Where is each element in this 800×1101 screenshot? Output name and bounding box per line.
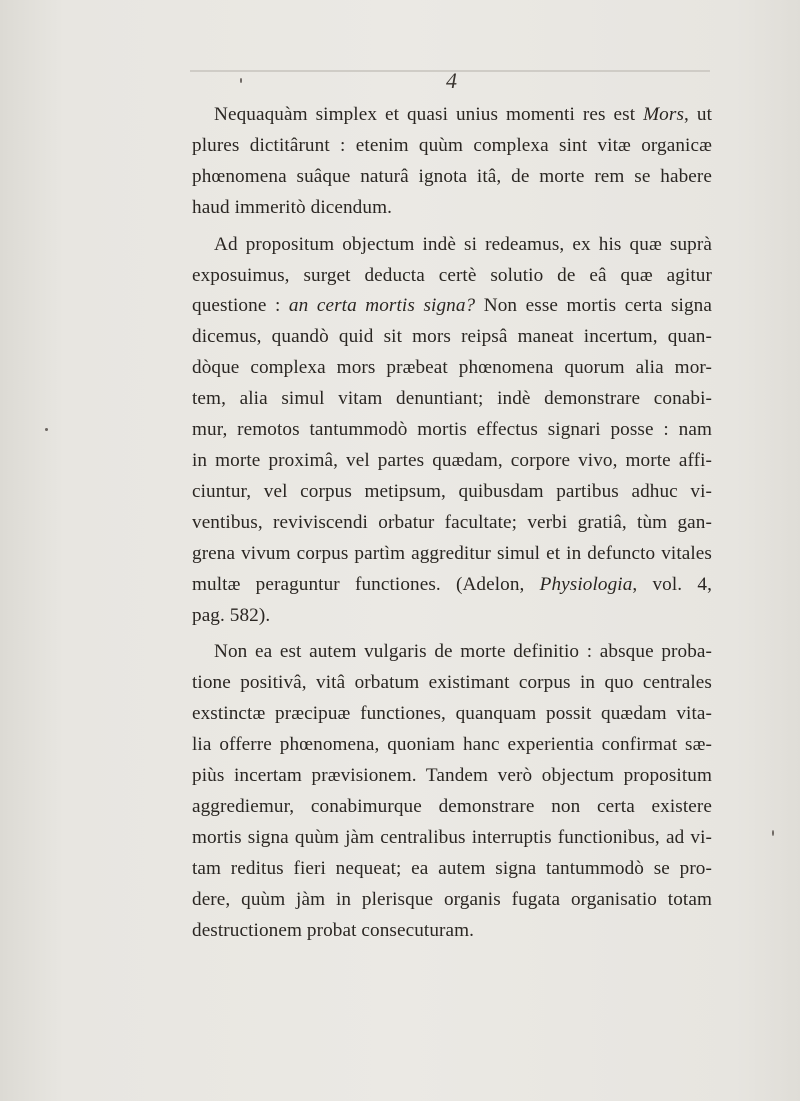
- text-line: [192, 699, 712, 730]
- paragraph: [192, 637, 712, 946]
- text-segment: Nequaquàm simplex et quasi unius momenti res est: [214, 104, 644, 125]
- text-line: [192, 916, 712, 947]
- text-line: [192, 854, 712, 885]
- text-line: [192, 761, 712, 792]
- text-line: [192, 823, 712, 854]
- body-text: [192, 100, 712, 952]
- text-line: [192, 637, 712, 668]
- text-line: [192, 291, 712, 322]
- text-segment: in morte proximâ, vel partes quædam, corpore vivo, morte affi-: [192, 449, 712, 471]
- text-segment: dòque complexa mors præbeat phœnomena quorum alia mor-: [192, 357, 712, 379]
- text-line: [192, 792, 712, 823]
- text-line: [192, 261, 712, 292]
- paper-speck: [45, 428, 48, 431]
- text-line: [192, 539, 712, 570]
- text-segment: plures dictitârunt : etenim quùm complexa sint vitæ organicæ: [192, 134, 712, 156]
- text-segment: aggrediemur, conabimurque demonstrare non certa existere: [192, 795, 712, 817]
- page-number: 4: [446, 68, 457, 93]
- text-segment: Non ea est autem vulgaris de morte definitio : absque proba-: [214, 641, 712, 663]
- text-line: [192, 100, 712, 131]
- text-line: [192, 353, 712, 384]
- text-segment: Ad propositum objectum indè si redeamus, ex his quæ suprà: [214, 233, 712, 255]
- text-line: [192, 193, 712, 224]
- text-line: [192, 570, 712, 601]
- paper-speck: [240, 78, 242, 83]
- text-line: [192, 230, 712, 261]
- text-line: [192, 131, 712, 162]
- paragraph: [192, 230, 712, 632]
- text-segment: pag. 582).: [192, 604, 271, 626]
- text-segment: , ut: [684, 104, 712, 125]
- text-line: [192, 162, 712, 193]
- text-segment: multæ peraguntur functiones. (Adelon,: [192, 573, 540, 595]
- text-segment: grena vivum corpus partìm aggreditur simul et in defuncto vitales: [192, 542, 712, 564]
- text-line: [192, 601, 712, 632]
- text-segment: lia offerre phœnomena, quoniam hanc experientia confirmat sæ-: [192, 734, 712, 756]
- text-line: [192, 508, 712, 539]
- text-segment: questione :: [192, 295, 289, 317]
- text-segment: tione positivâ, vitâ orbatum existimant corpus in quo centrales: [192, 672, 712, 694]
- text-segment: ciuntur, vel corpus metipsum, quibusdam partibus adhuc vi-: [192, 480, 712, 502]
- text-segment: , vol. 4,: [632, 573, 712, 595]
- text-segment: destructionem probat consecuturam.: [192, 919, 475, 941]
- text-line: [192, 885, 712, 916]
- italic-term: Physiologia: [539, 573, 633, 595]
- text-segment: mortis signa quùm jàm centralibus interruptis functionibus, ad vi-: [192, 826, 712, 848]
- text-segment: exstinctæ præcipuæ functiones, quanquam possit quædam vita-: [192, 703, 712, 725]
- text-line: [192, 446, 712, 477]
- text-segment: mur, remotos tantummodò mortis effectus signari posse : nam: [192, 419, 712, 441]
- text-segment: exposuimus, surget deducta certè solutio de eâ quæ agitur: [192, 264, 712, 286]
- text-line: [192, 322, 712, 353]
- paper-speck: [772, 830, 774, 836]
- text-segment: tem, alia simul vitam denuntiant; indè demonstrare conabi-: [192, 388, 712, 410]
- text-segment: tam reditus fieri nequeat; ea autem signa tantummodò se pro-: [192, 857, 712, 879]
- italic-term: Mors: [643, 104, 685, 125]
- text-segment: dere, quùm jàm in plerisque organis fugata organisatio totam: [192, 888, 712, 910]
- text-segment: phœnomena suâque naturâ ignota itâ, de morte rem se habere: [192, 165, 712, 187]
- text-segment: haud immeritò dicendum.: [192, 196, 392, 218]
- text-segment: ventibus, reviviscendi orbatur facultate; verbi gratiâ, tùm gan-: [192, 511, 712, 533]
- text-line: [192, 477, 712, 508]
- text-line: [192, 668, 712, 699]
- text-line: [192, 384, 712, 415]
- text-segment: Non esse mortis certa signa: [475, 295, 712, 317]
- paragraph: [192, 100, 712, 224]
- italic-term: an certa mortis signa?: [288, 295, 476, 317]
- text-segment: dicemus, quandò quid sit mors reipsâ maneat incertum, quan-: [192, 326, 712, 348]
- text-line: [192, 730, 712, 761]
- text-segment: piùs incertam prævisionem. Tandem verò objectum propositum: [192, 765, 712, 787]
- text-line: [192, 415, 712, 446]
